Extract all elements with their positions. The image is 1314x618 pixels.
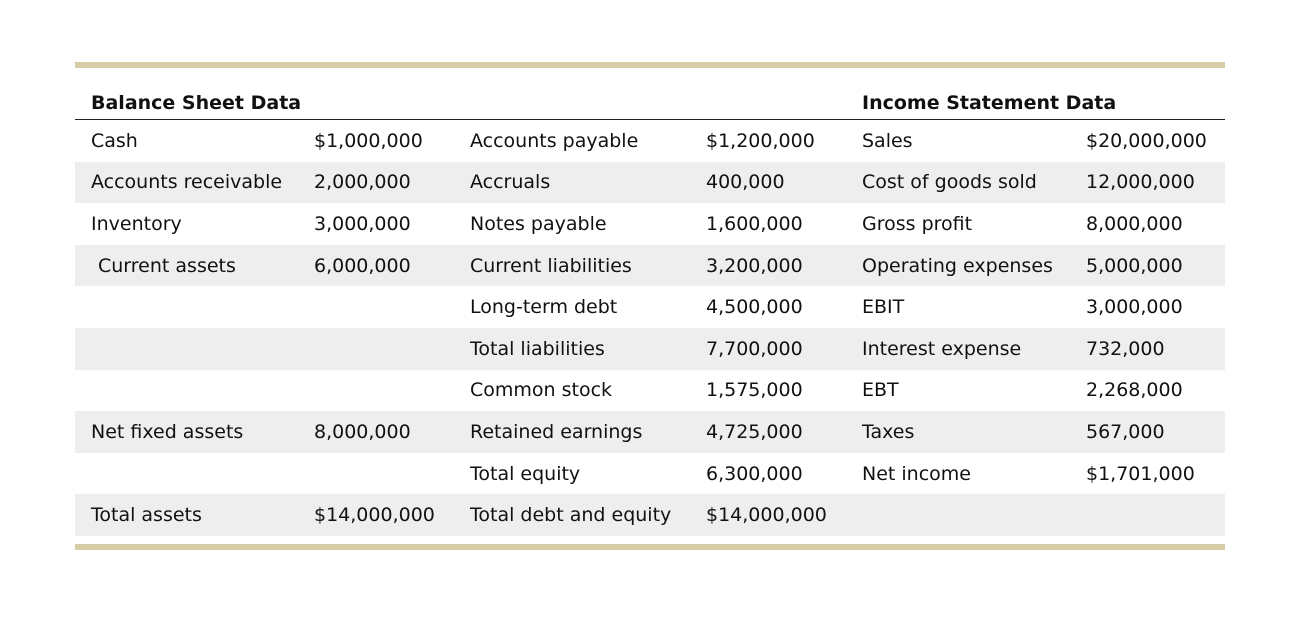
income-label: Taxes bbox=[862, 420, 915, 443]
balance-sheet-header: Balance Sheet Data bbox=[91, 92, 302, 114]
income-label: EBIT bbox=[862, 296, 905, 319]
liability-value: 3,200,000 bbox=[706, 254, 803, 277]
liability-label: Retained earnings bbox=[470, 420, 643, 443]
liability-label: Total debt and equity bbox=[470, 504, 672, 527]
liability-value: 400,000 bbox=[706, 171, 785, 194]
table-row bbox=[75, 370, 1225, 412]
table-row bbox=[75, 328, 1225, 370]
asset-value: $1,000,000 bbox=[314, 129, 423, 152]
table-row bbox=[75, 245, 1225, 287]
table-row bbox=[75, 453, 1225, 495]
liability-value: $1,200,000 bbox=[706, 129, 815, 152]
financial-data-table bbox=[75, 62, 1225, 550]
liability-value: 7,700,000 bbox=[706, 337, 803, 360]
asset-value: 8,000,000 bbox=[314, 420, 411, 443]
liability-label: Long-term debt bbox=[470, 296, 618, 319]
table-row bbox=[75, 286, 1225, 328]
liability-label: Current liabilities bbox=[470, 254, 632, 277]
income-label: Interest expense bbox=[862, 337, 1022, 360]
liability-value: 4,725,000 bbox=[706, 420, 803, 443]
income-value: $20,000,000 bbox=[1086, 129, 1207, 152]
income-value: 8,000,000 bbox=[1086, 212, 1183, 235]
liability-label: Notes payable bbox=[470, 212, 607, 235]
asset-label: Total assets bbox=[91, 504, 202, 527]
income-label: Net income bbox=[862, 462, 971, 485]
asset-label: Current assets bbox=[98, 254, 236, 277]
bottom-spacer bbox=[75, 536, 1225, 544]
income-value: 2,268,000 bbox=[1086, 379, 1183, 402]
bottom-rule bbox=[75, 544, 1225, 550]
income-statement-header: Income Statement Data bbox=[862, 92, 1117, 114]
table-row bbox=[75, 203, 1225, 245]
liability-value: 1,575,000 bbox=[706, 379, 803, 402]
table-row bbox=[75, 494, 1225, 536]
asset-label: Accounts receivable bbox=[91, 171, 283, 194]
income-value: 567,000 bbox=[1086, 420, 1165, 443]
income-label: Operating expenses bbox=[862, 254, 1053, 277]
table-row bbox=[75, 120, 1225, 162]
liability-label: Accruals bbox=[470, 171, 551, 194]
liability-value: $14,000,000 bbox=[706, 504, 827, 527]
asset-value: 3,000,000 bbox=[314, 212, 411, 235]
asset-label: Cash bbox=[91, 129, 138, 152]
asset-value: 2,000,000 bbox=[314, 171, 411, 194]
liability-value: 1,600,000 bbox=[706, 212, 803, 235]
income-value: 732,000 bbox=[1086, 337, 1165, 360]
liability-label: Common stock bbox=[470, 379, 613, 402]
income-value: 12,000,000 bbox=[1086, 171, 1195, 194]
liability-value: 6,300,000 bbox=[706, 462, 803, 485]
income-label: Sales bbox=[862, 129, 913, 152]
liability-label: Accounts payable bbox=[470, 129, 639, 152]
income-label: Cost of goods sold bbox=[862, 171, 1037, 194]
asset-value: $14,000,000 bbox=[314, 504, 435, 527]
income-value: 3,000,000 bbox=[1086, 296, 1183, 319]
table-row bbox=[75, 411, 1225, 453]
asset-label: Net fixed assets bbox=[91, 420, 244, 443]
liability-label: Total liabilities bbox=[470, 337, 605, 360]
income-label: EBT bbox=[862, 379, 899, 402]
asset-value: 6,000,000 bbox=[314, 254, 411, 277]
liability-value: 4,500,000 bbox=[706, 296, 803, 319]
income-value: 5,000,000 bbox=[1086, 254, 1183, 277]
income-value: $1,701,000 bbox=[1086, 462, 1195, 485]
asset-label: Inventory bbox=[91, 212, 182, 235]
table-row bbox=[75, 162, 1225, 204]
header-row bbox=[75, 68, 1225, 120]
liability-label: Total equity bbox=[470, 462, 581, 485]
income-label: Gross profit bbox=[862, 212, 973, 235]
